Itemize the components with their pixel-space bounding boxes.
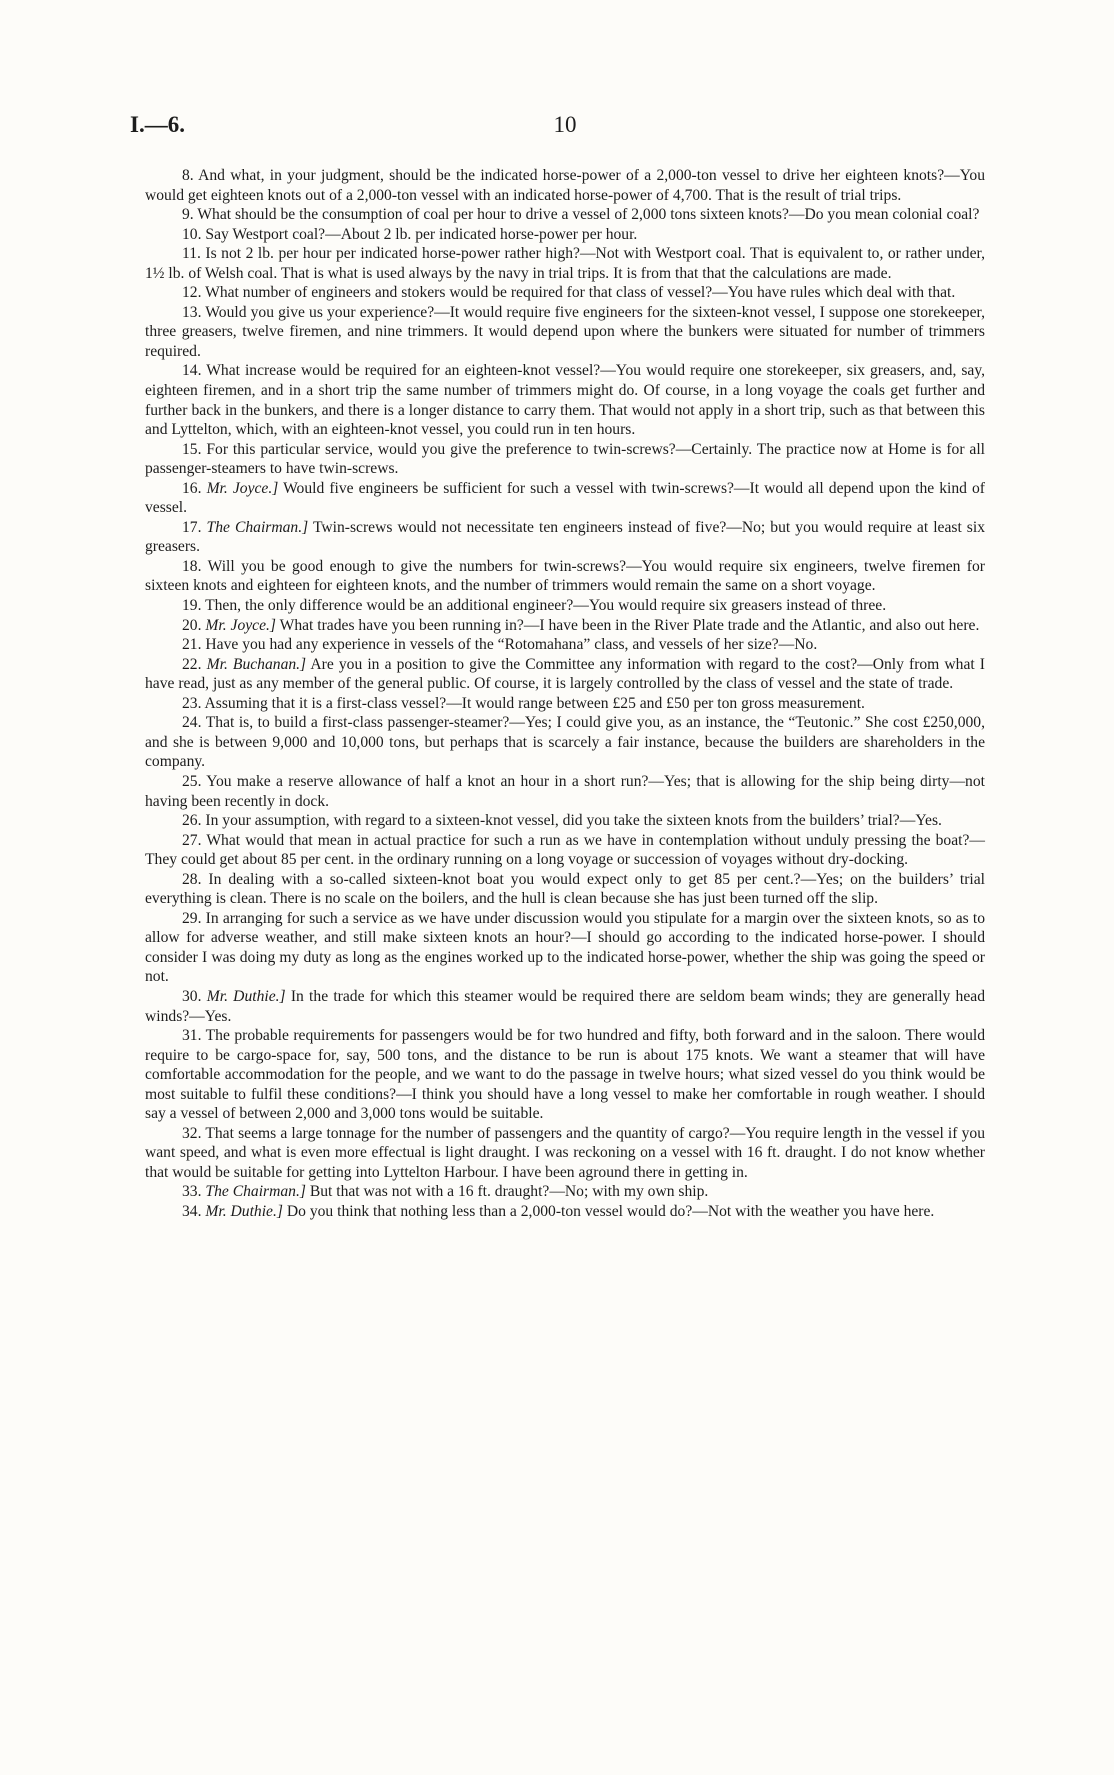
paragraph-text: 29. In arranging for such a service as we have under discussion would you stipulate for a margin over the sixteen knots, so as to allow for adverse weather, and still make sixteen knots an hour?—I should go according to the indicated horse-power. I should consider I was doing my duty as long as the engines worked up to the indicated horse-power, whether the ship was going the speed or not.: [145, 909, 985, 986]
paragraph-text: 32. That seems a large tonnage for the number of passengers and the quantity of cargo?—You require length in the vessel if you want speed, and what is even more effectual is light draught. I was reckoning on a vessel with 16 ft. draught. I do not know whether that would be suitable for getting into Lyttelton Harbour. I have been aground there in getting in.: [145, 1124, 985, 1181]
paragraph-text: Do you think that nothing less than a 2,000-ton vessel would do?—Not with the weather you have here.: [286, 1202, 935, 1220]
question-number: 30.: [182, 987, 202, 1005]
page-number: 10: [553, 112, 577, 137]
paragraph-text: Would five engineers be sufficient for such a vessel with twin-screws?—It would all depend upon the kind of vessel.: [145, 479, 985, 517]
evidence-paragraph: [145, 479, 985, 518]
evidence-paragraph: [145, 987, 985, 1026]
question-number: 33.: [182, 1183, 202, 1201]
question-number: 34.: [182, 1202, 202, 1220]
evidence-paragraph: [145, 303, 985, 362]
question-number: 17.: [182, 518, 202, 536]
evidence-paragraph: [145, 909, 985, 987]
evidence-paragraph: [145, 361, 985, 439]
evidence-paragraph: [145, 655, 985, 694]
paragraph-text: 27. What would that mean in actual practice for such a run as we have in contemplation without unduly pressing the boat?—They could get about 85 per cent. in the ordinary running on a long voyage or succession of voyages without dry-docking.: [145, 831, 985, 869]
evidence-paragraph: [145, 440, 985, 479]
evidence-paragraph: [145, 616, 985, 636]
evidence-paragraph: [145, 831, 985, 870]
speaker-name: Mr. Buchanan.]: [206, 655, 307, 673]
paragraph-text: What trades have you been running in?—I have been in the River Plate trade and the Atlantic, and also out here.: [279, 616, 980, 634]
paragraph-text: 11. Is not 2 lb. per hour per indicated horse-power rather high?—Not with Westport coal. That is equivalent to, or rather under, 1½ lb. of Welsh coal. That is what is used always by the navy in trial trips. It is from that that the calculations are made.: [145, 245, 985, 282]
evidence-paragraph: [145, 166, 985, 205]
question-number: 20.: [182, 616, 202, 634]
paragraph-text: In the trade for which this steamer would be required there are seldom beam winds; they are generally head winds?—Yes.: [145, 987, 985, 1025]
paragraph-text: But that was not with a 16 ft. draught?—No; with my own ship.: [309, 1183, 709, 1201]
speaker-name: The Chairman.]: [206, 518, 309, 536]
paragraph-text: Are you in a position to give the Committee any information with regard to the cost?—Only from what I have read, just as any member of the general public. Of course, it is largely controlled by the class of vessel and the state of trade.: [145, 655, 986, 693]
paragraph-text: 23. Assuming that it is a first-class vessel?—It would range between £25 and £50 per ton gross measurement.: [182, 694, 865, 712]
paragraph-text: 10. Say Westport coal?—About 2 lb. per indicated horse-power per hour.: [182, 225, 638, 243]
page-header: [130, 112, 1000, 148]
paragraph-text: 25. You make a reserve allowance of half a knot an hour in a short run?—Yes; that is allowing for the ship being dirty—not having been recently in dock.: [145, 772, 985, 810]
evidence-paragraph: [145, 694, 985, 714]
evidence-text: [145, 166, 985, 1222]
question-number: 22.: [182, 655, 202, 673]
paragraph-text: 28. In dealing with a so-called sixteen-knot boat you would expect only to get 85 per cent.?—Yes; on the builders’ trial everything is clean. There is no scale on the boilers, and the hull is clean because she has just been turned off the slip.: [145, 870, 985, 908]
paragraph-text: Twin-screws would not necessitate ten engineers instead of five?—No; but you would require at least six greasers.: [145, 518, 986, 556]
paragraph-text: 13. Would you give us your experience?—It would require five engineers for the sixteen-knot vessel, I suppose one storekeeper, three greasers, twelve firemen, and nine trimmers. It would depend upon where the bunkers were situated for number of trimmers required.: [145, 303, 985, 360]
evidence-paragraph: [145, 283, 985, 303]
paragraph-text: 14. What increase would be required for an eighteen-knot vessel?—You would require one storekeeper, six greasers, and, say, eighteen firemen, and in a short trip the same number of trimmers might do. Of course, in a long voyage the coals get further and further back in the bunkers, and there is a longer distance to carry them. That would not apply in a short trip, such as that between this and Lyttelton, which, with an eighteen-knot vessel, you could run in ten hours.: [145, 362, 985, 439]
speaker-name: Mr. Duthie.]: [206, 987, 286, 1005]
evidence-paragraph: [145, 1202, 985, 1222]
paragraph-text: 18. Will you be good enough to give the numbers for twin-screws?—You would require six engineers, twelve firemen for sixteen knots and eighteen for eighteen knots, and the number of trimmers would remain the same on a short voyage.: [145, 557, 985, 595]
paragraph-text: 8. And what, in your judgment, should be the indicated horse-power of a 2,000-ton vessel to drive her eighteen knots?—You would get eighteen knots out of a 2,000-ton vessel with an indicated horse-power of 4,700. That is the result of trial trips.: [145, 167, 985, 204]
speaker-name: Mr. Duthie.]: [205, 1202, 283, 1220]
evidence-paragraph: [145, 1124, 985, 1183]
paragraph-text: 31. The probable requirements for passengers would be for two hundred and fifty, both forward and in the saloon. There would require to be cargo-space for, say, 500 tons, and the distance to be run is about 175 knots. We want a steamer that will have comfortable accommodation for the people, and we want to do the passage in twelve hours; what sized vessel do you think would be most suitable to fulfil these conditions?—I think you should have a long vessel to make her comfortable in rough weather. I should say a vessel of between 2,000 and 3,000 tons would be suitable.: [145, 1027, 985, 1123]
evidence-paragraph: [145, 713, 985, 772]
evidence-paragraph: [145, 557, 985, 596]
evidence-paragraph: [145, 518, 985, 557]
speaker-name: Mr. Joyce.]: [205, 616, 276, 634]
paragraph-text: 26. In your assumption, with regard to a sixteen-knot vessel, did you take the sixteen knots from the builders’ trial?—Yes.: [182, 812, 942, 830]
paragraph-text: 21. Have you had any experience in vessels of the “Rotomahana” class, and vessels of her size?—No.: [182, 636, 818, 654]
evidence-paragraph: [145, 1182, 985, 1202]
speaker-name: Mr. Joyce.]: [206, 479, 279, 497]
evidence-paragraph: [145, 596, 985, 616]
speaker-name: The Chairman.]: [205, 1183, 306, 1201]
evidence-paragraph: [145, 772, 985, 811]
evidence-paragraph: [145, 811, 985, 831]
evidence-paragraph: [145, 1026, 985, 1124]
evidence-paragraph: [145, 244, 985, 283]
document-reference: I.—6.: [130, 112, 185, 137]
evidence-paragraph: [145, 870, 985, 909]
evidence-paragraph: [145, 635, 985, 655]
question-number: 16.: [182, 479, 202, 497]
evidence-paragraph: [145, 205, 985, 225]
evidence-paragraph: [145, 225, 985, 245]
paragraph-text: 24. That is, to build a first-class passenger-steamer?—Yes; I could give you, as an instance, the “Teutonic.” She cost £250,000, and she is between 9,000 and 10,000 tons, but perhaps that is scarcely a fair instance, because the builders are shareholders in the company.: [145, 714, 985, 771]
paragraph-text: 19. Then, the only difference would be an additional engineer?—You would require six greasers instead of three.: [182, 597, 887, 615]
paragraph-text: 9. What should be the consumption of coal per hour to drive a vessel of 2,000 tons sixteen knots?—Do you mean colonial coal?: [182, 206, 980, 224]
paragraph-text: 12. What number of engineers and stokers would be required for that class of vessel?—You have rules which deal with that.: [182, 284, 956, 302]
paragraph-text: 15. For this particular service, would you give the preference to twin-screws?—Certainly. The practice now at Home is for all passenger-steamers to have twin-screws.: [145, 440, 985, 478]
